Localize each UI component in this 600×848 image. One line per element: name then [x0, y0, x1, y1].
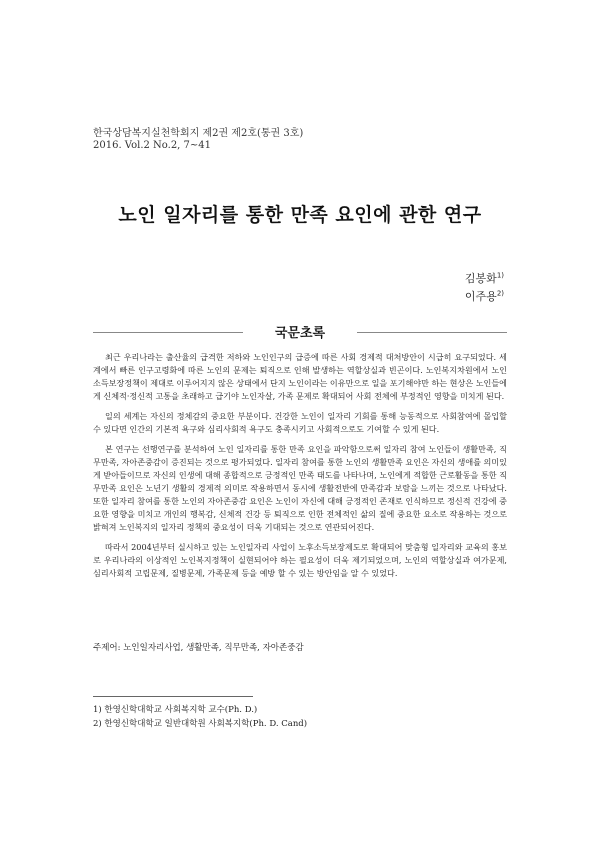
paper-title: 노인 일자리를 통한 만족 요인에 관한 연구: [118, 204, 482, 226]
abstract-paragraph: 본 연구는 선행연구를 분석하여 노인 일자리를 통한 만족 요인을 파악함으로써 일자리 참여 노인들이 생활만족, 직무만족, 자아존중감이 증진되는 것으로 평가되었다. 일자리 참여를 통한 노인의 생활만족 요인은 자신의 생애를 의미있게 받아들이므로 자신의 인생에 대해 종합적으로 긍정적인 만족 태도를 나타나며, 노인에게 적합한 근로활동을 통한 직무만족 요인은 노년기 생활의 경제적 의미로 작용하면서 동시에 생활전반에 만족감과 보람을 느끼는 것으로 나타났다. 또한 일자리 참여를 통한 노인의 자아존중감 요인은 노인이 자신에 대해 긍정적인 존재로 인식하므로 정신적 건강에 중요한 영향을 미치고 개인의 행복감, 신체적 건강 등 퇴직으로 인한 전체적인 삶의 질에 중요한 요소로 작용하는 것으로 밝혀져 노인복지의 일자리 정책의 중요성이 더욱 기대되는 것으로 연관되어진다.: [93, 444, 507, 532]
journal-name: 한국상담복지실천학회지 제2권 제2호(통권 3호): [93, 128, 304, 139]
author-name: 이주용: [464, 290, 497, 303]
footnote-1: 1) 한영신학대학교 사회복지학 교수(Ph. D.): [93, 705, 258, 715]
author-footnote-mark: 2): [496, 289, 504, 298]
divider: [357, 332, 507, 333]
keywords: 주제어: 노인일자리사업, 생활만족, 직무만족, 자아존중감: [93, 643, 304, 653]
author-1: [465, 270, 504, 286]
abstract-paragraph: 일의 세계는 자신의 정체감의 중요한 부분이다. 건강한 노인이 일자리 기회를 통해 능동적으로 사회참여에 몰입할 수 있다면 인간의 기본적 욕구와 심리사회적 욕구도 충족시키고 사회적으로도 기여할 수 있게 된다.: [93, 411, 507, 434]
footnote-2: 2) 한영신학대학교 일반대학원 사회복지학(Ph. D. Cand): [93, 719, 308, 729]
abstract-heading-bar: [93, 322, 507, 342]
author-name: 김봉화: [464, 272, 497, 285]
abstract-paragraph: 최근 우리나라는 출산율의 급격한 저하와 노인인구의 급증에 따른 사회 경제적 대처방안이 시급히 요구되었다. 세계에서 빠른 인구고령화에 따른 노인의 문제는 퇴직으로 인해 발생하는 역할상실과 빈곤이다. 노인복지차원에서 노인소득보장정책이 제대로 이루어지지 않은 상태에서 단지 노인이라는 이유만으로 일을 포기해야만 하는 현상은 노인들에게 신체적·정신적 고통을 초래하고 급기야 노인자살, 가족 문제로 확대되어 사회 전체에 부정적인 영향을 미치게 된다.: [93, 352, 507, 401]
journal-issue: 2016. Vol.2 No.2, 7~41: [93, 140, 212, 151]
abstract-body: [93, 351, 507, 587]
abstract-heading: 국문초록: [274, 326, 326, 341]
abstract-paragraph: 따라서 2004년부터 실시하고 있는 노인일자리 사업이 노후소득보장제도로 확대되어 맞춤형 일자리와 교육의 홍보로 우리나라의 이상적인 노인복지정책이 실현되어야 하는 필요성이 더욱 제기되었으며, 노인의 역할상실과 여가문제, 심리사회적 고립문제, 질병문제, 가족문제 등을 예방 할 수 있는 방안임을 알 수 있었다.: [93, 542, 507, 578]
footnote-divider: [93, 696, 253, 697]
author-footnote-mark: 1): [496, 271, 504, 280]
author-2: [465, 288, 504, 304]
